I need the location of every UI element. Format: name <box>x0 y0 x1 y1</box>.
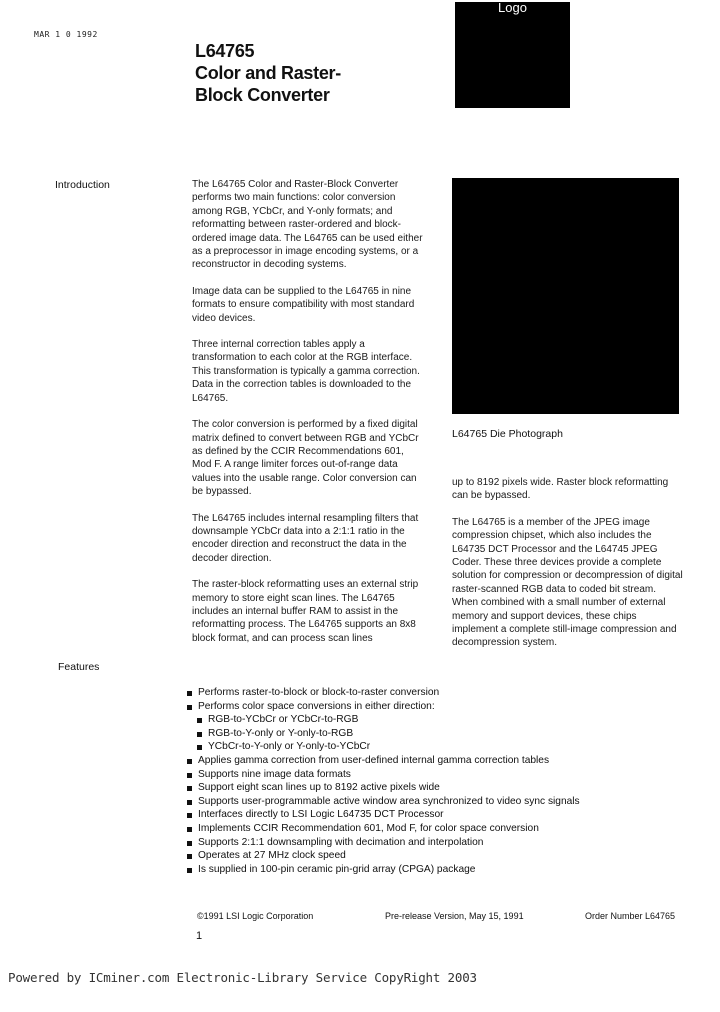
title-line-2: Color and Raster- <box>195 63 341 83</box>
footer-version: Pre-release Version, May 15, 1991 <box>385 911 524 921</box>
die-photograph <box>452 178 679 414</box>
feature-item: Interfaces directly to LSI Logic L64735 DCT Processor <box>186 808 580 822</box>
logo-label: Logo <box>498 0 527 15</box>
feature-item: Performs raster-to-block or block-to-raster conversion <box>186 686 580 700</box>
title-line-3: Block Converter <box>195 85 330 105</box>
feature-item: Supports user-programmable active window area synchronized to video sync signals <box>186 795 580 809</box>
intro-paragraph: Image data can be supplied to the L64765 in nine formats to ensure compatibility with most standard video devices. <box>192 285 415 324</box>
feature-item: Supports nine image data formats <box>186 768 580 782</box>
intro-paragraph: The L64765 is a member of the JPEG image compression chipset, which also includes the L64735 DCT Processor and the L64745 JPEG Coder. These three devices provide a complete solution for compression or decompression of digital raster-scanned RGB data to coded bit stream. When combined with a small number of external memory and support devices, these chips implement a complete still-image compression and decompression system. <box>452 516 683 649</box>
document-title <box>195 40 341 106</box>
features-list <box>186 686 580 876</box>
footer-order-number: Order Number L64765 <box>585 911 676 921</box>
feature-item: Applies gamma correction from user-defined internal gamma correction tables <box>186 754 580 768</box>
introduction-heading: Introduction <box>55 179 110 191</box>
title-part-number: L64765 <box>195 41 255 61</box>
feature-item: Operates at 27 MHz clock speed <box>186 849 580 863</box>
introduction-text-right <box>452 476 684 663</box>
feature-item: Performs color space conversions in either direction: <box>186 700 580 714</box>
received-date-stamp: MAR 1 0 1992 <box>34 30 98 39</box>
feature-subitem: RGB-to-Y-only or Y-only-to-RGB <box>186 727 580 741</box>
feature-item: Support eight scan lines up to 8192 active pixels wide <box>186 781 580 795</box>
intro-paragraph: The L64765 includes internal resampling filters that downsample YCbCr data into a 2:1:1 ratio in the encoder direction and reconstruct the data in the decoder direction. <box>192 512 419 564</box>
powered-by-watermark: Powered by ICminer.com Electronic-Library Service CopyRight 2003 <box>8 970 477 985</box>
feature-subitem: RGB-to-YCbCr or YCbCr-to-RGB <box>186 713 580 727</box>
feature-subitem: YCbCr-to-Y-only or Y-only-to-YCbCr <box>186 740 580 754</box>
page-mark: 1 <box>196 930 203 942</box>
intro-paragraph: The L64765 Color and Raster-Block Converter performs two main functions: color conversion among RGB, YCbCr, and Y-only formats; and reformatting between raster-ordered and block-ordered image data. The L64765 can be used either as a preprocessor in image encoding systems, or a reconstructor in decoding systems. <box>192 179 423 271</box>
photo-caption: L64765 Die Photograph <box>452 428 563 440</box>
company-logo <box>455 2 570 108</box>
footer-copyright: ©1991 LSI Logic Corporation <box>197 911 314 921</box>
intro-paragraph: Three internal correction tables apply a transformation to each color at the RGB interface. This transformation is typically a gamma correction. Data in the correction tables is downloaded to the L64765. <box>192 339 420 404</box>
intro-paragraph: The raster-block reformatting uses an external strip memory to store eight scan lines. The L64765 includes an internal buffer RAM to assist in the reformatting process. The L64765 supports an 8x8 block format, and can process scan lines <box>192 579 419 644</box>
feature-item: Supports 2:1:1 downsampling with decimation and interpolation <box>186 836 580 850</box>
feature-item: Implements CCIR Recommendation 601, Mod F, for color space conversion <box>186 822 580 836</box>
introduction-text-left <box>192 178 424 658</box>
features-heading: Features <box>58 661 100 673</box>
intro-paragraph: The color conversion is performed by a fixed digital matrix defined to convert between RGB and YCbCr as defined by the CCIR Recommendations 601, Mod F. A range limiter forces out-of-range data values into the usable range. Color conversion can be bypassed. <box>192 419 419 498</box>
feature-item: Is supplied in 100-pin ceramic pin-grid array (CPGA) package <box>186 863 580 877</box>
intro-paragraph: up to 8192 pixels wide. Raster block reformatting can be bypassed. <box>452 477 669 502</box>
